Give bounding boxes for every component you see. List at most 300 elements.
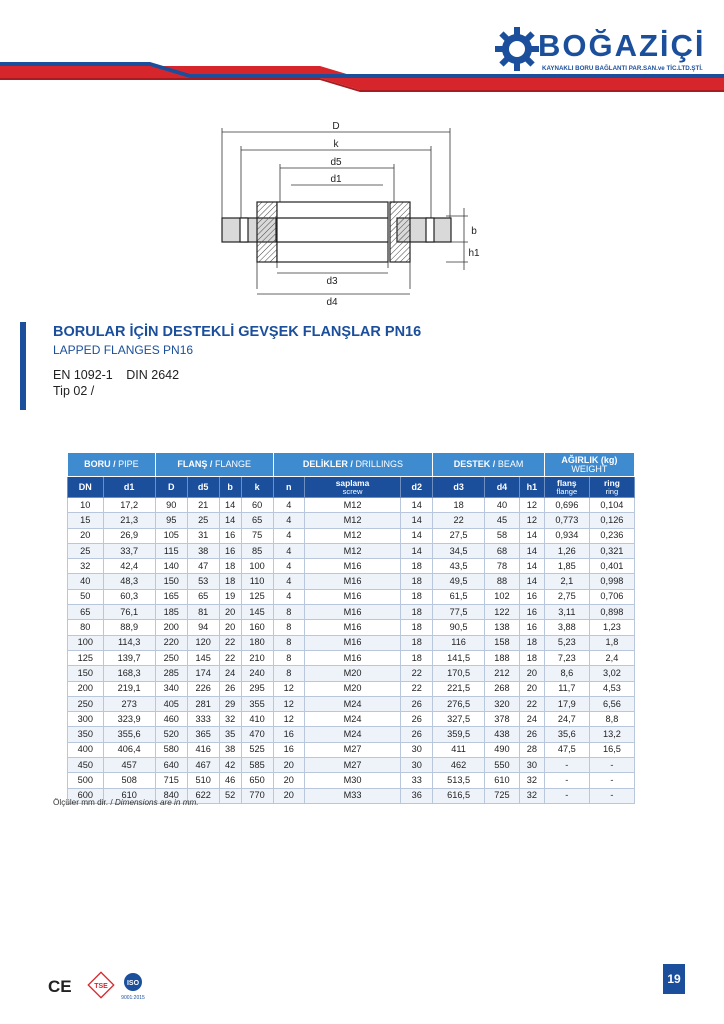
table-cell: 490 <box>484 742 519 757</box>
table-row <box>68 635 635 650</box>
table-cell: M24 <box>304 727 400 742</box>
table-row <box>68 681 635 696</box>
table-cell: 3,11 <box>544 605 589 620</box>
label-D: D <box>332 121 340 132</box>
table-body <box>68 498 635 804</box>
table-cell: 14 <box>401 528 433 543</box>
table-cell: 22 <box>520 696 545 711</box>
table-cell: 7,23 <box>544 650 589 665</box>
table-cell: 21,3 <box>103 513 155 528</box>
table-cell: 78 <box>484 559 519 574</box>
table-cell: 38 <box>219 742 241 757</box>
table-cell: 115 <box>155 543 187 558</box>
table-cell: 27,5 <box>433 528 485 543</box>
table-row <box>68 559 635 574</box>
table-cell: 18 <box>401 620 433 635</box>
table-cell: 12 <box>520 498 545 513</box>
table-cell: 47 <box>187 559 219 574</box>
table-cell: 355 <box>241 696 273 711</box>
table-cell: 75 <box>241 528 273 543</box>
table-cell: M12 <box>304 498 400 513</box>
table-cell: 17,9 <box>544 696 589 711</box>
table-cell: 10 <box>68 498 104 513</box>
table-cell: 38 <box>187 543 219 558</box>
table-cell: 16 <box>520 605 545 620</box>
table-row <box>68 650 635 665</box>
col-h1: h1 <box>520 477 545 498</box>
table-cell: 100 <box>241 559 273 574</box>
table-cell: 22 <box>433 513 485 528</box>
table-cell: 102 <box>484 589 519 604</box>
standard-din: DIN 2642 <box>126 368 180 382</box>
table-cell: 145 <box>187 650 219 665</box>
table-cell: 840 <box>155 788 187 803</box>
table-row <box>68 605 635 620</box>
table-cell: 725 <box>484 788 519 803</box>
table-cell: 0,401 <box>589 559 634 574</box>
table-cell: 18 <box>401 574 433 589</box>
company-name: BOĞAZİÇİ <box>538 28 706 63</box>
table-cell: 18 <box>401 650 433 665</box>
table-cell: 1,23 <box>589 620 634 635</box>
table-cell: 116 <box>433 635 485 650</box>
group-beam: DESTEK / BEAM <box>433 453 545 477</box>
table-cell: 640 <box>155 758 187 773</box>
table-cell: 0,773 <box>544 513 589 528</box>
table-cell: 200 <box>68 681 104 696</box>
table-cell: 76,1 <box>103 605 155 620</box>
table-cell: 12 <box>273 712 304 727</box>
table-cell: 622 <box>187 788 219 803</box>
table-cell: 22 <box>219 650 241 665</box>
type-label: Tip 02 / <box>53 384 95 398</box>
table-cell: 18 <box>219 574 241 589</box>
table-cell: 85 <box>241 543 273 558</box>
group-drillings: DELİKLER / DRILLINGS <box>273 453 433 477</box>
table-cell: 0,898 <box>589 605 634 620</box>
table-cell: 35 <box>219 727 241 742</box>
table-cell: 150 <box>155 574 187 589</box>
table-cell: 18 <box>401 589 433 604</box>
table-cell: 405 <box>155 696 187 711</box>
table-cell: 508 <box>103 773 155 788</box>
table-cell: 359,5 <box>433 727 485 742</box>
table-cell: 105 <box>155 528 187 543</box>
table-cell: 295 <box>241 681 273 696</box>
table-cell: 22 <box>219 635 241 650</box>
table-cell: 77,5 <box>433 605 485 620</box>
table-cell: 3,88 <box>544 620 589 635</box>
table-cell: 610 <box>103 788 155 803</box>
label-h1: h1 <box>468 248 480 259</box>
table-row <box>68 773 635 788</box>
table-cell: 4,53 <box>589 681 634 696</box>
ce-mark: CE <box>48 977 72 996</box>
table-cell: 125 <box>68 650 104 665</box>
table-cell: 31 <box>187 528 219 543</box>
table-cell: 16 <box>219 528 241 543</box>
table-cell: 616,5 <box>433 788 485 803</box>
table-cell: 20 <box>520 681 545 696</box>
table-cell: 18 <box>520 650 545 665</box>
table-cell: 26 <box>401 712 433 727</box>
table-cell: 226 <box>187 681 219 696</box>
table-cell: 25 <box>68 543 104 558</box>
table-cell: M16 <box>304 605 400 620</box>
table-row <box>68 498 635 513</box>
table-cell: 29 <box>219 696 241 711</box>
table-cell: 49,5 <box>433 574 485 589</box>
table-row <box>68 758 635 773</box>
table-cell: 26 <box>401 696 433 711</box>
table-cell: 320 <box>484 696 519 711</box>
table-row <box>68 620 635 635</box>
table-cell: 200 <box>155 620 187 635</box>
table-cell: 42 <box>219 758 241 773</box>
table-cell: 18 <box>520 635 545 650</box>
table-cell: 220 <box>155 635 187 650</box>
table-cell: 715 <box>155 773 187 788</box>
table-cell: 500 <box>68 773 104 788</box>
table-cell: 139,7 <box>103 650 155 665</box>
table-cell: 276,5 <box>433 696 485 711</box>
table-cell: 42,4 <box>103 559 155 574</box>
col-flange-weight: flanş flange <box>544 477 589 498</box>
table-cell: 120 <box>187 635 219 650</box>
table-cell: 21 <box>187 498 219 513</box>
table-cell: 22 <box>401 666 433 681</box>
table-cell: 12 <box>273 696 304 711</box>
table-cell: 20 <box>273 773 304 788</box>
table-cell: 450 <box>68 758 104 773</box>
table-cell: 378 <box>484 712 519 727</box>
table-cell: 460 <box>155 712 187 727</box>
table-cell: 50 <box>68 589 104 604</box>
table-cell: 33,7 <box>103 543 155 558</box>
table-cell: M20 <box>304 681 400 696</box>
table-cell: 40 <box>68 574 104 589</box>
table-cell: 65 <box>241 513 273 528</box>
table-cell: 46 <box>219 773 241 788</box>
table-cell: 25 <box>187 513 219 528</box>
table-cell: M16 <box>304 574 400 589</box>
table-cell: 30 <box>401 758 433 773</box>
col-screw: saplama screw <box>304 477 400 498</box>
table-cell: 32 <box>520 773 545 788</box>
table-cell: 650 <box>241 773 273 788</box>
iso-mark: ISO <box>126 980 140 987</box>
table-cell: 4 <box>273 513 304 528</box>
table-cell: 16 <box>520 589 545 604</box>
table-cell: 20 <box>273 788 304 803</box>
table-row <box>68 727 635 742</box>
table-cell: M24 <box>304 696 400 711</box>
table-cell: 1,85 <box>544 559 589 574</box>
table-cell: 0,696 <box>544 498 589 513</box>
label-d1: d1 <box>330 174 342 185</box>
table-cell: 174 <box>187 666 219 681</box>
table-cell: 14 <box>520 574 545 589</box>
table-cell: 610 <box>484 773 519 788</box>
table-cell: 457 <box>103 758 155 773</box>
dimensions-note: Ölçüler mm dir. / Dimensions are in mm. <box>53 798 199 807</box>
table-cell: 300 <box>68 712 104 727</box>
label-d5: d5 <box>330 157 342 168</box>
company-logo <box>494 24 706 80</box>
table-cell: 165 <box>155 589 187 604</box>
table-cell: - <box>589 788 634 803</box>
table-cell: 140 <box>155 559 187 574</box>
page-header <box>0 0 724 96</box>
table-cell: 20 <box>520 666 545 681</box>
table-cell: 14 <box>401 513 433 528</box>
table-cell: 8,6 <box>544 666 589 681</box>
label-b: b <box>471 226 477 237</box>
table-cell: 550 <box>484 758 519 773</box>
table-cell: 406,4 <box>103 742 155 757</box>
col-D: D <box>155 477 187 498</box>
table-cell: 19 <box>219 589 241 604</box>
table-cell: 138 <box>484 620 519 635</box>
table-cell: 94 <box>187 620 219 635</box>
table-cell: 0,998 <box>589 574 634 589</box>
table-cell: 24,7 <box>544 712 589 727</box>
table-cell: 4 <box>273 498 304 513</box>
table-cell: 355,6 <box>103 727 155 742</box>
table-cell: - <box>544 788 589 803</box>
table-cell: 770 <box>241 788 273 803</box>
table-cell: 4 <box>273 528 304 543</box>
company-subtitle: KAYNAKLI BORU BAĞLANTI PAR.SAN.ve TİC.LTD.ŞTİ. <box>542 65 703 72</box>
table-cell: 160 <box>241 620 273 635</box>
table-cell: 32 <box>68 559 104 574</box>
table-cell: 340 <box>155 681 187 696</box>
table-cell: 2,4 <box>589 650 634 665</box>
table-cell: 30 <box>401 742 433 757</box>
table-cell: M16 <box>304 620 400 635</box>
table-cell: 4 <box>273 543 304 558</box>
table-cell: 125 <box>241 589 273 604</box>
table-cell: 470 <box>241 727 273 742</box>
table-cell: 18 <box>401 559 433 574</box>
table-cell: M24 <box>304 712 400 727</box>
table-cell: 114,3 <box>103 635 155 650</box>
col-d3: d3 <box>433 477 485 498</box>
table-cell: 510 <box>187 773 219 788</box>
col-d1: d1 <box>103 477 155 498</box>
table-cell: 3,02 <box>589 666 634 681</box>
table-cell: 365 <box>187 727 219 742</box>
table-cell: M16 <box>304 635 400 650</box>
table-cell: M16 <box>304 559 400 574</box>
table-cell: M20 <box>304 666 400 681</box>
table-cell: 13,2 <box>589 727 634 742</box>
table-cell: 0,104 <box>589 498 634 513</box>
flange-drawing <box>210 118 490 308</box>
table-cell: 4 <box>273 574 304 589</box>
table-cell: 8 <box>273 605 304 620</box>
table-cell: 5,23 <box>544 635 589 650</box>
table-cell: - <box>544 758 589 773</box>
table-cell: 35,6 <box>544 727 589 742</box>
gear-icon <box>494 26 540 72</box>
table-cell: 88,9 <box>103 620 155 635</box>
col-d5: d5 <box>187 477 219 498</box>
table-cell: 14 <box>219 498 241 513</box>
table-cell: 170,5 <box>433 666 485 681</box>
table-cell: 65 <box>187 589 219 604</box>
table-cell: 0,706 <box>589 589 634 604</box>
table-cell: 212 <box>484 666 519 681</box>
table-row <box>68 528 635 543</box>
table-cell: 600 <box>68 788 104 803</box>
table-cell: 180 <box>241 635 273 650</box>
table-cell: 26,9 <box>103 528 155 543</box>
table-cell: 8 <box>273 620 304 635</box>
table-cell: 18 <box>401 605 433 620</box>
table-cell: 210 <box>241 650 273 665</box>
table-cell: 400 <box>68 742 104 757</box>
table-cell: 14 <box>401 498 433 513</box>
table-cell: 24 <box>219 666 241 681</box>
table-cell: 36 <box>401 788 433 803</box>
certification-marks <box>48 970 158 1000</box>
table-cell: 513,5 <box>433 773 485 788</box>
table-cell: 18 <box>401 635 433 650</box>
table-cell: 268 <box>484 681 519 696</box>
table-cell: 250 <box>155 650 187 665</box>
page-number: 19 <box>663 964 685 994</box>
table-cell: 20 <box>219 605 241 620</box>
table-cell: 12 <box>273 681 304 696</box>
table-cell: 17,2 <box>103 498 155 513</box>
table-cell: 15 <box>68 513 104 528</box>
table-row <box>68 742 635 757</box>
table-row <box>68 696 635 711</box>
table-cell: 81 <box>187 605 219 620</box>
table-cell: 4 <box>273 559 304 574</box>
table-cell: M27 <box>304 758 400 773</box>
table-cell: 20 <box>68 528 104 543</box>
table-cell: 16 <box>273 727 304 742</box>
standard-en: EN 1092-1 <box>53 368 113 382</box>
table-row <box>68 589 635 604</box>
table-cell: 88 <box>484 574 519 589</box>
table-cell: 18 <box>219 559 241 574</box>
table-cell: 48,3 <box>103 574 155 589</box>
table-cell: 43,5 <box>433 559 485 574</box>
table-row <box>68 513 635 528</box>
table-cell: 16 <box>219 543 241 558</box>
table-cell: 6,56 <box>589 696 634 711</box>
table-row <box>68 666 635 681</box>
table-cell: 18 <box>433 498 485 513</box>
table-cell: 11,7 <box>544 681 589 696</box>
col-b: b <box>219 477 241 498</box>
col-dn: DN <box>68 477 104 498</box>
table-cell: 520 <box>155 727 187 742</box>
table-cell: 219,1 <box>103 681 155 696</box>
table-cell: 33 <box>401 773 433 788</box>
table-cell: 150 <box>68 666 104 681</box>
table-cell: M33 <box>304 788 400 803</box>
table-cell: 32 <box>219 712 241 727</box>
table-cell: 350 <box>68 727 104 742</box>
table-cell: 14 <box>401 543 433 558</box>
table-cell: 14 <box>520 528 545 543</box>
title-accent-bar <box>20 322 26 410</box>
table-cell: 16,5 <box>589 742 634 757</box>
table-cell: 525 <box>241 742 273 757</box>
table-cell: 65 <box>68 605 104 620</box>
table-cell: 2,1 <box>544 574 589 589</box>
table-cell: 0,126 <box>589 513 634 528</box>
table-cell: 80 <box>68 620 104 635</box>
page-subtitle: LAPPED FLANGES PN16 <box>53 343 194 357</box>
table-cell: M12 <box>304 513 400 528</box>
col-n: n <box>273 477 304 498</box>
table-cell: 14 <box>520 543 545 558</box>
table-cell: 95 <box>155 513 187 528</box>
table-cell: 60 <box>241 498 273 513</box>
table-cell: 240 <box>241 666 273 681</box>
label-k: k <box>333 139 339 150</box>
group-flange: FLANŞ / FLANGE <box>155 453 273 477</box>
table-cell: 273 <box>103 696 155 711</box>
table-cell: 416 <box>187 742 219 757</box>
table-cell: 12 <box>520 513 545 528</box>
table-cell: 14 <box>520 559 545 574</box>
table-cell: 333 <box>187 712 219 727</box>
table-cell: 26 <box>520 727 545 742</box>
table-cell: M27 <box>304 742 400 757</box>
table-row <box>68 543 635 558</box>
table-cell: - <box>544 773 589 788</box>
table-cell: 8 <box>273 650 304 665</box>
table-cell: 68 <box>484 543 519 558</box>
table-cell: M16 <box>304 650 400 665</box>
table-cell: 8 <box>273 635 304 650</box>
table-cell: 52 <box>219 788 241 803</box>
table-cell: 1,8 <box>589 635 634 650</box>
table-cell: 580 <box>155 742 187 757</box>
table-cell: 327,5 <box>433 712 485 727</box>
table-cell: 90,5 <box>433 620 485 635</box>
table-cell: 145 <box>241 605 273 620</box>
table-cell: 410 <box>241 712 273 727</box>
table-cell: 281 <box>187 696 219 711</box>
table-cell: 32 <box>520 788 545 803</box>
table-cell: 34,5 <box>433 543 485 558</box>
table-cell: 0,934 <box>544 528 589 543</box>
table-cell: 47,5 <box>544 742 589 757</box>
table-row <box>68 712 635 727</box>
table-cell: 26 <box>219 681 241 696</box>
table-cell: 45 <box>484 513 519 528</box>
table-cell: 411 <box>433 742 485 757</box>
table-cell: - <box>589 758 634 773</box>
group-pipe: BORU / PIPE <box>68 453 156 477</box>
table-cell: 20 <box>273 758 304 773</box>
table-cell: 100 <box>68 635 104 650</box>
table-cell: 58 <box>484 528 519 543</box>
table-cell: 90 <box>155 498 187 513</box>
table-cell: 0,236 <box>589 528 634 543</box>
table-cell: 0,321 <box>589 543 634 558</box>
table-cell: 20 <box>219 620 241 635</box>
table-cell: 250 <box>68 696 104 711</box>
table-cell: 61,5 <box>433 589 485 604</box>
